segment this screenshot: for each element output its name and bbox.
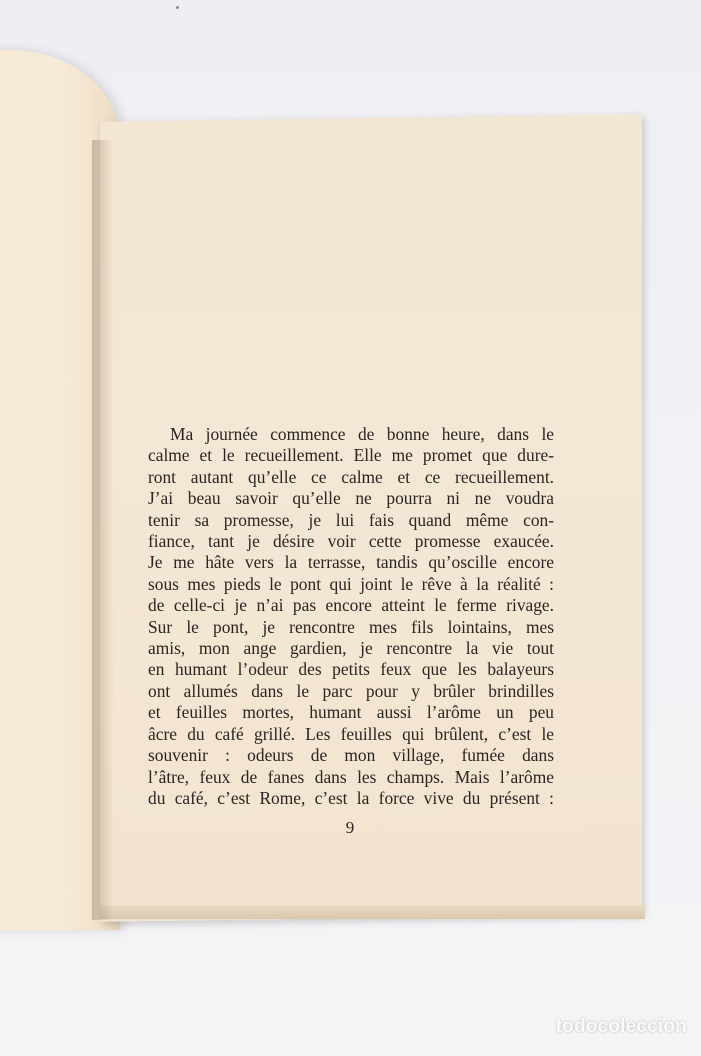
text-line: amis, mon ange gardien, je rencontre la vie tout: [148, 638, 554, 659]
text-line: en humant l’odeur des petits feux que les balayeurs: [148, 659, 554, 680]
page-text: [148, 424, 554, 809]
text-line: J’ai beau savoir qu’elle ne pourra ni ne voudra: [148, 488, 554, 509]
text-line: ront autant qu’elle ce calme et ce recueillement.: [148, 466, 554, 487]
text-line: souvenir : odeurs de mon village, fumée dans: [148, 745, 554, 766]
text-line: fiance, tant je désire voir cette promesse exaucée.: [148, 531, 554, 552]
gutter-shadow: [92, 140, 114, 920]
text-line: l’âtre, feux de fanes dans les champs. Mais l’arôme: [148, 766, 554, 787]
text-line: du café, c’est Rome, c’est la force vive du présent :: [148, 787, 554, 808]
text-line: de celle-ci je n’ai pas encore atteint le ferme rivage.: [148, 595, 554, 616]
text-line: Ma journée commence de bonne heure, dans le: [170, 424, 554, 444]
watermark-text: todocoleccion: [555, 1016, 687, 1037]
page-number: 9: [345, 818, 355, 837]
text-line: et feuilles mortes, humant aussi l’arôme un peu: [148, 702, 554, 723]
text-line: calme et le recueillement. Elle me promet que dure-: [148, 445, 554, 466]
text-line: tenir sa promesse, je lui fais quand même con-: [148, 509, 554, 530]
text-line: Je me hâte vers la terrasse, tandis qu’oscille encore: [148, 552, 554, 573]
text-line: Sur le pont, je rencontre mes fils lointains, mes: [148, 616, 554, 637]
dust-speck: [176, 6, 179, 9]
text-line: âcre du café grillé. Les feuilles qui brûlent, c’est le: [148, 723, 554, 744]
text-line: sous mes pieds le pont qui joint le rêve à la réalité :: [148, 573, 554, 594]
text-line: ont allumés dans le parc pour y brûler brindilles: [148, 680, 554, 701]
page-bottom-edge: [100, 905, 645, 919]
